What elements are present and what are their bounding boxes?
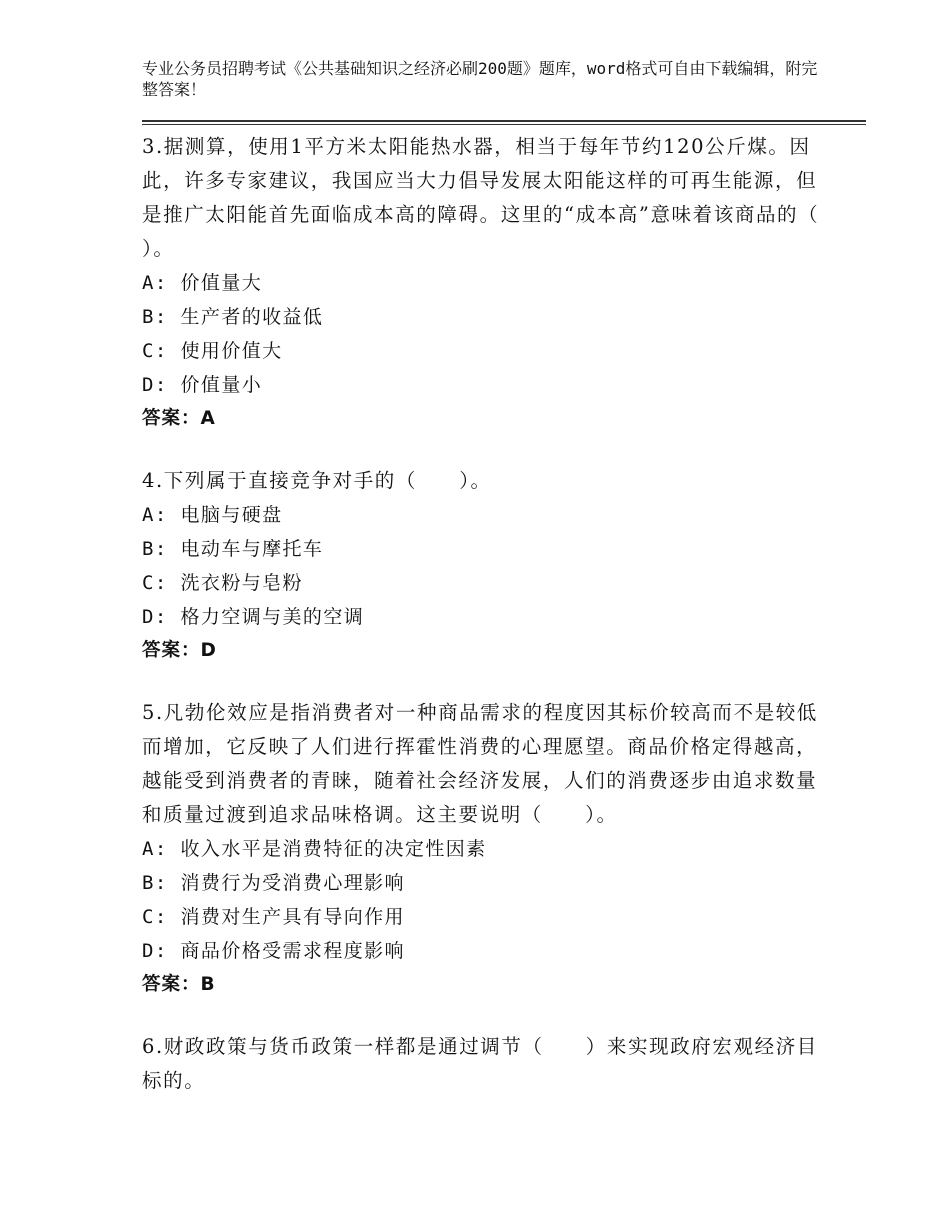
question-4 (142, 464, 822, 668)
option-d: D: 价值量小 (142, 374, 263, 396)
page-header: 专业公务员招聘考试《公共基础知识之经济必刷200题》题库，word格式可自由下载编辑，附完整答案！ (142, 59, 818, 99)
option-b: B: 生产者的收益低 (142, 306, 324, 328)
question-5 (142, 696, 822, 1002)
header-divider (142, 120, 866, 125)
option-c: C: 消费对生产具有导向作用 (142, 906, 405, 928)
question-stem: 4.下列属于直接竞争对手的（ ）。 (142, 469, 492, 492)
option-a: A: 收入水平是消费特征的决定性因素 (142, 838, 487, 860)
question-3 (142, 130, 822, 436)
option-c: C: 洗衣粉与皂粉 (142, 572, 303, 594)
question-stem: 5.凡勃伦效应是指消费者对一种商品需求的程度因其标价较高而不是较低而增加，它反映了人们进行挥霍性消费的心理愿望。商品价格定得越高，越能受到消费者的青睐，随着社会经济发展，人们的消费逐步由追求数量和质量过渡到追求品味格调。这主要说明（ ）。 (142, 701, 818, 826)
option-a: A: 电脑与硬盘 (142, 504, 283, 526)
question-6 (142, 1030, 822, 1098)
option-d: D: 商品价格受需求程度影响 (142, 940, 405, 962)
option-a: A: 价值量大 (142, 272, 263, 294)
option-c: C: 使用价值大 (142, 340, 283, 362)
option-b: B: 电动车与摩托车 (142, 538, 324, 560)
option-d: D: 格力空调与美的空调 (142, 606, 365, 628)
answer-label: 答案：D (142, 640, 217, 661)
option-b: B: 消费行为受消费心理影响 (142, 872, 405, 894)
answer-label: 答案：B (142, 974, 216, 995)
question-list (142, 130, 822, 1126)
question-stem: 6.财政政策与货币政策一样都是通过调节（ ）来实现政府宏观经济目标的。 (142, 1035, 818, 1092)
answer-label: 答案：A (142, 408, 216, 429)
question-stem: 3.据测算，使用1平方米太阳能热水器，相当于每年节约120公斤煤。因此，许多专家建议，我国应当大力倡导发展太阳能这样的可再生能源，但是推广太阳能首先面临成本高的障碍。这里的“成本高”意味着该商品的（ ）。 (142, 135, 820, 260)
